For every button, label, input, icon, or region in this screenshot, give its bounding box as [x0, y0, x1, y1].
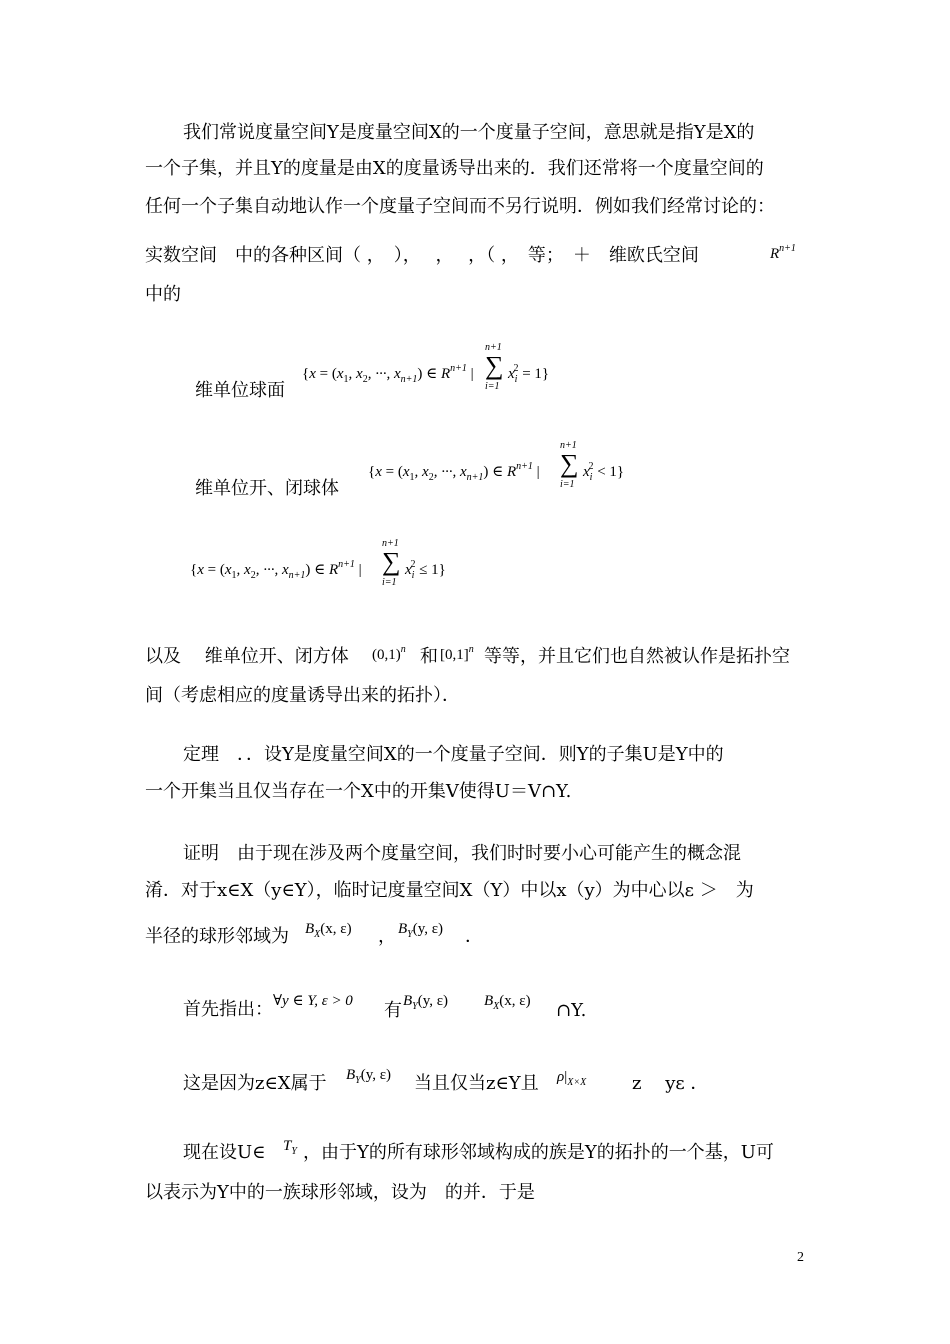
text-line: ，由于Y的所有球形邻域构成的族是Y的拓扑的一个基，U可: [303, 1142, 774, 1163]
proof-line: 淆．对于x∈X（y∈Y），临时记度量空间X（Y）中以x（y）为中心以ε ＞ 为: [145, 880, 754, 901]
sum-symbol: n+1 ∑ i=1: [382, 538, 401, 588]
text-line: 首先指出：: [183, 999, 273, 1020]
page-number: 2: [797, 1250, 804, 1265]
text-word: 有: [384, 1000, 402, 1021]
text-period: ．: [465, 926, 483, 947]
text-line: 现在设U∈: [183, 1142, 266, 1163]
text-word: ∩Y.: [556, 1000, 587, 1021]
math-BY: $B_Y(y$, ε): [398, 921, 444, 940]
text-comma: ，: [378, 926, 396, 947]
sphere-label: 维单位球面: [195, 380, 285, 401]
text-line: 等等，并且它们也自然被认作是拓扑空: [484, 646, 790, 667]
math-R-n1: $R^{n+1}$: [770, 243, 796, 262]
text-line: 中的: [145, 284, 181, 305]
math-BY: $B_Y(y$, ε): [403, 993, 449, 1012]
closed-cube: $[0,1]^n$: [440, 644, 474, 663]
math-forall: ∀y ∈ Y, ε > 0: [273, 993, 353, 1009]
text-line: 我们常说度量空间Y是度量空间X的一个度量子空间，意思就是指Y是X的: [183, 122, 755, 143]
text-line: 任何一个子集自动地认作一个度量子空间而不另行说明．例如我们经常讨论的：: [145, 196, 775, 217]
text-line: 和: [420, 646, 438, 667]
sphere-formula-tail: $x_i^2 = 1$}: [508, 363, 550, 385]
sum-symbol: n+1 ∑ i=1: [560, 440, 579, 490]
text-line: 实数空间 中的各种区间（ ， ）， ， ，（ ， 等； ＋ 维欧氏空间: [145, 245, 699, 266]
math-BY: $B_Y(y$, ε): [346, 1067, 392, 1086]
closed-ball-formula-tail: $x_i^2 \le 1$}: [405, 559, 446, 581]
ball-label: 维单位开、闭球体: [195, 478, 339, 499]
math-BX: $B_X(x$, ε): [484, 993, 531, 1012]
math-BX: $B_X(x$, ε): [305, 921, 352, 940]
theorem-line: 定理 ．．设Y是度量空间X的一个度量子空间．则Y的子集U是Y中的: [183, 744, 724, 765]
text-line: 一个子集，并且Y的度量是由X的度量诱导出来的．我们还常将一个度量空间的: [145, 158, 764, 179]
theorem-line: 一个开集当且仅当存在一个X中的开集V使得U＝V∩Y.: [145, 781, 572, 802]
sum-symbol: n+1 ∑ i=1: [485, 342, 504, 392]
text-line: 间（考虑相应的度量诱导出来的拓扑）．: [145, 685, 460, 706]
text-line: 当且仅当z∈Y且: [414, 1073, 539, 1094]
sphere-formula: {$x = (x_1$, $x_2$, ···, $x_{n+1}$) ∈ $R^{n+1}$ |: [302, 363, 474, 385]
math-rho: $\rho|_{X\times X}$: [557, 1069, 587, 1088]
text-line: 以及 维单位开、闭方体: [145, 646, 349, 667]
text-line: 这是因为z∈X属于: [183, 1073, 327, 1094]
math-TY: $T_Y$: [283, 1138, 297, 1157]
open-ball-formula: {$x = (x_1$, $x_2$, ···, $x_{n+1}$) ∈ $R^{n+1}$ |: [368, 461, 540, 483]
closed-ball-formula: {$x = (x_1$, $x_2$, ···, $x_{n+1}$) ∈ $R^{n+1}$ |: [190, 559, 362, 581]
text-line: 以表示为Y中的一族球形邻域，设为 的并．于是: [145, 1182, 535, 1203]
proof-line: 半径的球形邻域为: [145, 926, 289, 947]
open-cube: $(0,1)^n$: [372, 644, 406, 663]
proof-line: 证明 由于现在涉及两个度量空间，我们时时要小心可能产生的概念混: [183, 843, 741, 864]
open-ball-formula-tail: $x_i^2 < 1$}: [583, 461, 625, 483]
text-line: z yε ．: [632, 1073, 709, 1094]
